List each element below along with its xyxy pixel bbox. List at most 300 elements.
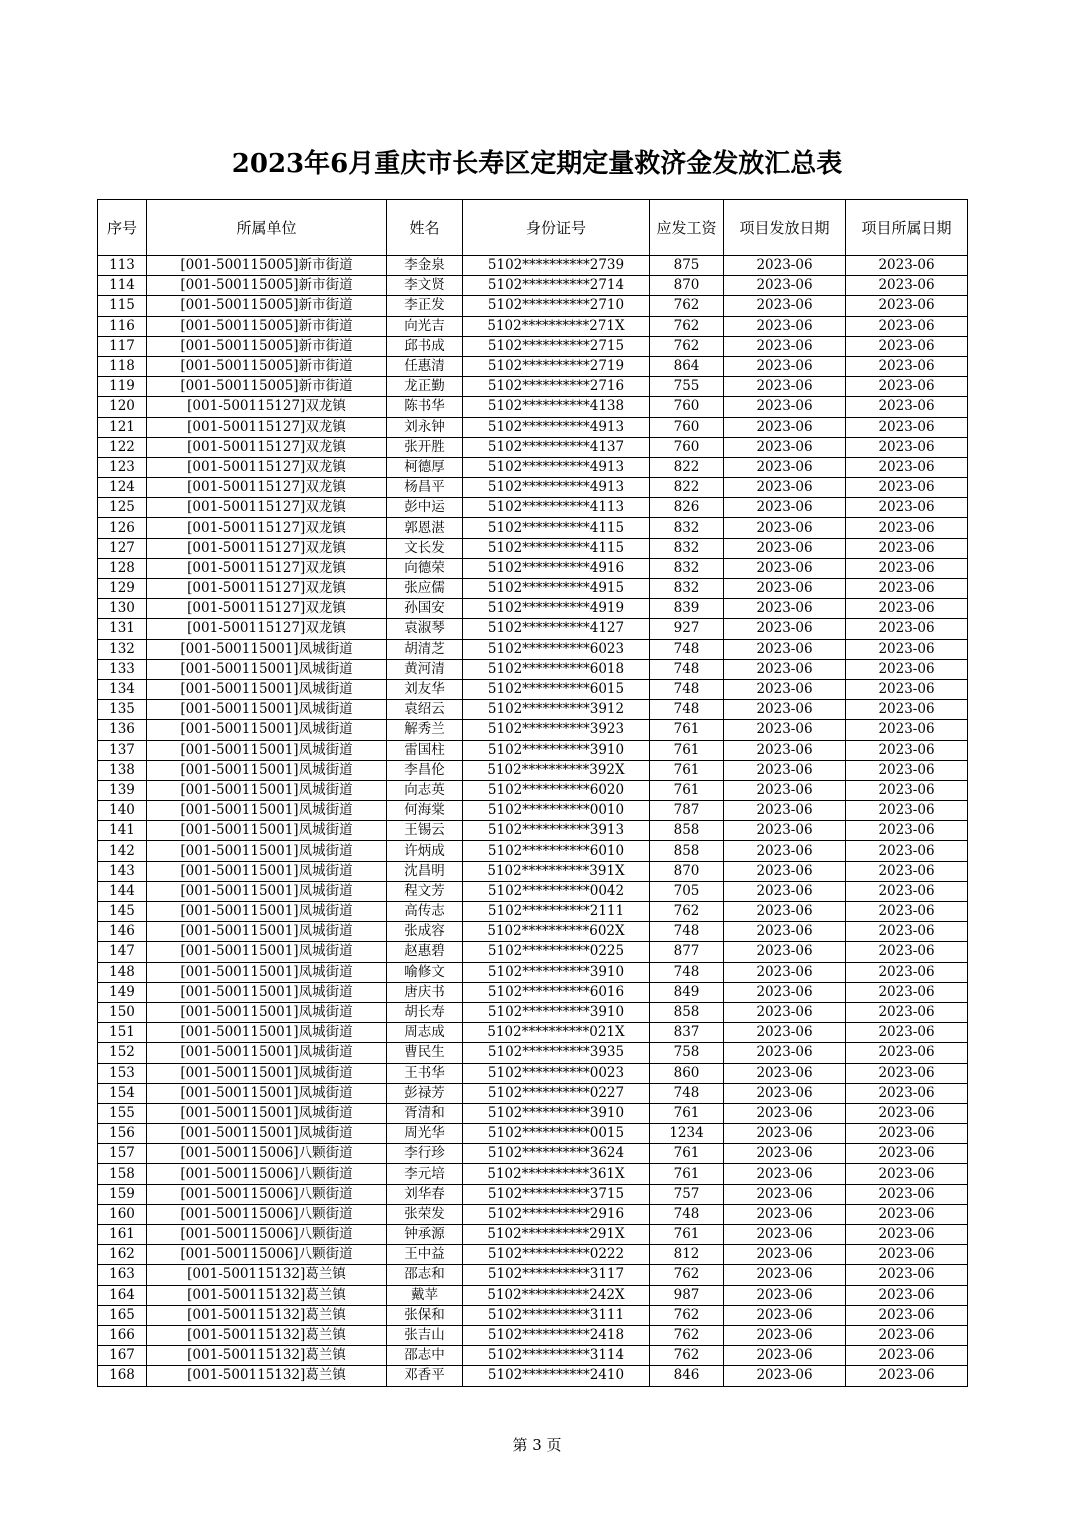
cell-index: 156 — [98, 1124, 147, 1144]
cell-name: 杨昌平 — [387, 478, 463, 498]
cell-id-number: 5102**********3910 — [463, 1002, 650, 1022]
cell-issue-date: 2023-06 — [724, 1225, 846, 1245]
cell-unit: [001-500115001]凤城街道 — [147, 1103, 387, 1123]
cell-unit: [001-500115006]八颗街道 — [147, 1225, 387, 1245]
cell-issue-date: 2023-06 — [724, 276, 846, 296]
cell-salary: 846 — [650, 1366, 724, 1386]
table-row — [98, 276, 968, 296]
cell-period-date: 2023-06 — [846, 982, 968, 1002]
cell-index: 164 — [98, 1285, 147, 1305]
cell-issue-date: 2023-06 — [724, 841, 846, 861]
cell-salary: 762 — [650, 902, 724, 922]
cell-issue-date: 2023-06 — [724, 962, 846, 982]
header-unit: 所属单位 — [147, 200, 387, 256]
cell-issue-date: 2023-06 — [724, 679, 846, 699]
table-row — [98, 599, 968, 619]
cell-unit: [001-500115005]新市街道 — [147, 377, 387, 397]
table-row — [98, 922, 968, 942]
cell-salary: 826 — [650, 498, 724, 518]
table-row — [98, 962, 968, 982]
table-row — [98, 296, 968, 316]
table-row — [98, 740, 968, 760]
cell-period-date: 2023-06 — [846, 538, 968, 558]
cell-index: 126 — [98, 518, 147, 538]
table-row — [98, 1305, 968, 1325]
cell-period-date: 2023-06 — [846, 397, 968, 417]
cell-index: 145 — [98, 902, 147, 922]
cell-name: 龙正勤 — [387, 377, 463, 397]
cell-id-number: 5102**********6015 — [463, 679, 650, 699]
cell-period-date: 2023-06 — [846, 558, 968, 578]
cell-salary: 762 — [650, 336, 724, 356]
cell-index: 150 — [98, 1002, 147, 1022]
cell-period-date: 2023-06 — [846, 841, 968, 861]
table-row — [98, 316, 968, 336]
cell-salary: 761 — [650, 1103, 724, 1123]
cell-name: 李金泉 — [387, 256, 463, 276]
cell-period-date: 2023-06 — [846, 881, 968, 901]
cell-name: 沈昌明 — [387, 861, 463, 881]
table-row — [98, 1285, 968, 1305]
document-title: 2023年6月重庆市长寿区定期定量救济金发放汇总表 — [231, 149, 843, 179]
cell-unit: [001-500115132]葛兰镇 — [147, 1265, 387, 1285]
cell-index: 115 — [98, 296, 147, 316]
cell-index: 129 — [98, 579, 147, 599]
cell-id-number: 5102**********3111 — [463, 1305, 650, 1325]
cell-period-date: 2023-06 — [846, 1023, 968, 1043]
cell-index: 120 — [98, 397, 147, 417]
cell-issue-date: 2023-06 — [724, 659, 846, 679]
table-row — [98, 478, 968, 498]
cell-period-date: 2023-06 — [846, 1245, 968, 1265]
cell-unit: [001-500115001]凤城街道 — [147, 1124, 387, 1144]
table-row — [98, 1063, 968, 1083]
cell-period-date: 2023-06 — [846, 902, 968, 922]
header-salary: 应发工资 — [650, 200, 724, 256]
cell-salary: 748 — [650, 679, 724, 699]
cell-unit: [001-500115001]凤城街道 — [147, 942, 387, 962]
table-row — [98, 720, 968, 740]
cell-name: 彭中运 — [387, 498, 463, 518]
cell-name: 张保和 — [387, 1305, 463, 1325]
cell-salary: 705 — [650, 881, 724, 901]
table-row — [98, 457, 968, 477]
cell-id-number: 5102**********6010 — [463, 841, 650, 861]
cell-id-number: 5102**********391X — [463, 861, 650, 881]
table-row — [98, 982, 968, 1002]
cell-salary: 748 — [650, 962, 724, 982]
cell-issue-date: 2023-06 — [724, 498, 846, 518]
cell-period-date: 2023-06 — [846, 437, 968, 457]
cell-issue-date: 2023-06 — [724, 760, 846, 780]
cell-period-date: 2023-06 — [846, 1325, 968, 1345]
cell-period-date: 2023-06 — [846, 1265, 968, 1285]
cell-id-number: 5102**********602X — [463, 922, 650, 942]
cell-id-number: 5102**********2715 — [463, 336, 650, 356]
cell-index: 132 — [98, 639, 147, 659]
cell-index: 149 — [98, 982, 147, 1002]
cell-issue-date: 2023-06 — [724, 801, 846, 821]
table-row — [98, 377, 968, 397]
cell-salary: 832 — [650, 558, 724, 578]
cell-unit: [001-500115132]葛兰镇 — [147, 1366, 387, 1386]
cell-name: 许炳成 — [387, 841, 463, 861]
cell-period-date: 2023-06 — [846, 720, 968, 740]
cell-index: 139 — [98, 780, 147, 800]
cell-name: 高传志 — [387, 902, 463, 922]
cell-issue-date: 2023-06 — [724, 1103, 846, 1123]
cell-salary: 762 — [650, 1305, 724, 1325]
cell-salary: 832 — [650, 538, 724, 558]
cell-name: 胥清和 — [387, 1103, 463, 1123]
cell-unit: [001-500115127]双龙镇 — [147, 619, 387, 639]
cell-unit: [001-500115001]凤城街道 — [147, 1083, 387, 1103]
table-row — [98, 659, 968, 679]
cell-id-number: 5102**********3913 — [463, 821, 650, 841]
cell-name: 张成容 — [387, 922, 463, 942]
cell-unit: [001-500115001]凤城街道 — [147, 720, 387, 740]
cell-name: 袁绍云 — [387, 700, 463, 720]
cell-index: 119 — [98, 377, 147, 397]
cell-issue-date: 2023-06 — [724, 922, 846, 942]
cell-id-number: 5102**********4915 — [463, 579, 650, 599]
cell-issue-date: 2023-06 — [724, 538, 846, 558]
cell-name: 张荣发 — [387, 1204, 463, 1224]
cell-id-number: 5102**********4113 — [463, 498, 650, 518]
cell-period-date: 2023-06 — [846, 922, 968, 942]
cell-salary: 762 — [650, 1346, 724, 1366]
table-row — [98, 1225, 968, 1245]
cell-salary: 858 — [650, 821, 724, 841]
cell-issue-date: 2023-06 — [724, 821, 846, 841]
table-row — [98, 881, 968, 901]
cell-issue-date: 2023-06 — [724, 861, 846, 881]
cell-id-number: 5102**********4913 — [463, 457, 650, 477]
cell-id-number: 5102**********2710 — [463, 296, 650, 316]
cell-unit: [001-500115005]新市街道 — [147, 316, 387, 336]
cell-name: 钟承源 — [387, 1225, 463, 1245]
cell-unit: [001-500115127]双龙镇 — [147, 558, 387, 578]
cell-index: 134 — [98, 679, 147, 699]
cell-unit: [001-500115127]双龙镇 — [147, 498, 387, 518]
cell-id-number: 5102**********3923 — [463, 720, 650, 740]
cell-period-date: 2023-06 — [846, 457, 968, 477]
cell-unit: [001-500115005]新市街道 — [147, 256, 387, 276]
cell-unit: [001-500115001]凤城街道 — [147, 740, 387, 760]
cell-index: 155 — [98, 1103, 147, 1123]
cell-unit: [001-500115132]葛兰镇 — [147, 1346, 387, 1366]
cell-salary: 812 — [650, 1245, 724, 1265]
cell-unit: [001-500115001]凤城街道 — [147, 1002, 387, 1022]
cell-id-number: 5102**********291X — [463, 1225, 650, 1245]
cell-id-number: 5102**********392X — [463, 760, 650, 780]
cell-salary: 761 — [650, 740, 724, 760]
table-row — [98, 902, 968, 922]
cell-issue-date: 2023-06 — [724, 1164, 846, 1184]
cell-id-number: 5102**********3912 — [463, 700, 650, 720]
cell-salary: 837 — [650, 1023, 724, 1043]
cell-name: 李行珍 — [387, 1144, 463, 1164]
cell-salary: 748 — [650, 922, 724, 942]
cell-period-date: 2023-06 — [846, 821, 968, 841]
cell-id-number: 5102**********3935 — [463, 1043, 650, 1063]
cell-period-date: 2023-06 — [846, 1063, 968, 1083]
cell-salary: 987 — [650, 1285, 724, 1305]
cell-id-number: 5102**********2418 — [463, 1325, 650, 1345]
cell-index: 133 — [98, 659, 147, 679]
table-row — [98, 700, 968, 720]
cell-period-date: 2023-06 — [846, 1043, 968, 1063]
cell-name: 李文贤 — [387, 276, 463, 296]
cell-index: 143 — [98, 861, 147, 881]
cell-salary: 822 — [650, 478, 724, 498]
cell-issue-date: 2023-06 — [724, 336, 846, 356]
table-row — [98, 1023, 968, 1043]
table-row — [98, 498, 968, 518]
cell-unit: [001-500115127]双龙镇 — [147, 417, 387, 437]
cell-name: 王锡云 — [387, 821, 463, 841]
cell-period-date: 2023-06 — [846, 1083, 968, 1103]
table-row — [98, 760, 968, 780]
cell-salary: 927 — [650, 619, 724, 639]
cell-period-date: 2023-06 — [846, 296, 968, 316]
header-name: 姓名 — [387, 200, 463, 256]
cell-issue-date: 2023-06 — [724, 1144, 846, 1164]
cell-issue-date: 2023-06 — [724, 356, 846, 376]
cell-issue-date: 2023-06 — [724, 1245, 846, 1265]
cell-period-date: 2023-06 — [846, 760, 968, 780]
cell-salary: 762 — [650, 316, 724, 336]
cell-unit: [001-500115001]凤城街道 — [147, 700, 387, 720]
cell-unit: [001-500115005]新市街道 — [147, 336, 387, 356]
cell-issue-date: 2023-06 — [724, 599, 846, 619]
cell-id-number: 5102**********2714 — [463, 276, 650, 296]
cell-issue-date: 2023-06 — [724, 558, 846, 578]
cell-unit: [001-500115001]凤城街道 — [147, 639, 387, 659]
cell-unit: [001-500115001]凤城街道 — [147, 922, 387, 942]
cell-salary: 761 — [650, 1144, 724, 1164]
cell-id-number: 5102**********6016 — [463, 982, 650, 1002]
cell-id-number: 5102**********0225 — [463, 942, 650, 962]
table-row — [98, 518, 968, 538]
table-row — [98, 841, 968, 861]
cell-period-date: 2023-06 — [846, 740, 968, 760]
header-issue-date: 项目发放日期 — [724, 200, 846, 256]
cell-name: 曹民生 — [387, 1043, 463, 1063]
cell-index: 118 — [98, 356, 147, 376]
cell-issue-date: 2023-06 — [724, 1023, 846, 1043]
cell-name: 王中益 — [387, 1245, 463, 1265]
cell-index: 147 — [98, 942, 147, 962]
cell-unit: [001-500115001]凤城街道 — [147, 760, 387, 780]
cell-name: 袁淑琴 — [387, 619, 463, 639]
cell-salary: 748 — [650, 659, 724, 679]
cell-salary: 870 — [650, 861, 724, 881]
cell-id-number: 5102**********6020 — [463, 780, 650, 800]
cell-issue-date: 2023-06 — [724, 619, 846, 639]
cell-salary: 787 — [650, 801, 724, 821]
cell-issue-date: 2023-06 — [724, 256, 846, 276]
table-row — [98, 1204, 968, 1224]
cell-index: 113 — [98, 256, 147, 276]
cell-name: 孙国安 — [387, 599, 463, 619]
cell-name: 向志英 — [387, 780, 463, 800]
cell-id-number: 5102**********361X — [463, 1164, 650, 1184]
cell-period-date: 2023-06 — [846, 417, 968, 437]
cell-period-date: 2023-06 — [846, 942, 968, 962]
cell-index: 157 — [98, 1144, 147, 1164]
cell-index: 135 — [98, 700, 147, 720]
table-row — [98, 579, 968, 599]
cell-salary: 757 — [650, 1184, 724, 1204]
cell-id-number: 5102**********2916 — [463, 1204, 650, 1224]
cell-salary: 762 — [650, 1265, 724, 1285]
cell-unit: [001-500115001]凤城街道 — [147, 801, 387, 821]
cell-issue-date: 2023-06 — [724, 478, 846, 498]
cell-salary: 875 — [650, 256, 724, 276]
table-row — [98, 821, 968, 841]
page-number: 第 3 页 — [512, 1436, 562, 1454]
cell-period-date: 2023-06 — [846, 962, 968, 982]
table-row — [98, 417, 968, 437]
cell-issue-date: 2023-06 — [724, 1083, 846, 1103]
cell-salary: 762 — [650, 296, 724, 316]
cell-name: 周志成 — [387, 1023, 463, 1043]
cell-issue-date: 2023-06 — [724, 579, 846, 599]
cell-period-date: 2023-06 — [846, 256, 968, 276]
cell-salary: 758 — [650, 1043, 724, 1063]
cell-unit: [001-500115001]凤城街道 — [147, 861, 387, 881]
cell-id-number: 5102**********2719 — [463, 356, 650, 376]
cell-index: 137 — [98, 740, 147, 760]
cell-unit: [001-500115001]凤城街道 — [147, 821, 387, 841]
cell-index: 127 — [98, 538, 147, 558]
cell-id-number: 5102**********3910 — [463, 962, 650, 982]
cell-salary: 1234 — [650, 1124, 724, 1144]
cell-issue-date: 2023-06 — [724, 902, 846, 922]
cell-id-number: 5102**********271X — [463, 316, 650, 336]
cell-period-date: 2023-06 — [846, 518, 968, 538]
cell-unit: [001-500115006]八颗街道 — [147, 1204, 387, 1224]
cell-name: 戴苹 — [387, 1285, 463, 1305]
cell-id-number: 5102**********021X — [463, 1023, 650, 1043]
cell-period-date: 2023-06 — [846, 780, 968, 800]
table-row — [98, 558, 968, 578]
cell-issue-date: 2023-06 — [724, 417, 846, 437]
cell-id-number: 5102**********242X — [463, 1285, 650, 1305]
cell-index: 141 — [98, 821, 147, 841]
header-period-date: 项目所属日期 — [846, 200, 968, 256]
cell-name: 李昌伦 — [387, 760, 463, 780]
cell-index: 161 — [98, 1225, 147, 1245]
table-row — [98, 1043, 968, 1063]
cell-id-number: 5102**********4127 — [463, 619, 650, 639]
cell-name: 黄河清 — [387, 659, 463, 679]
cell-name: 刘华春 — [387, 1184, 463, 1204]
cell-index: 162 — [98, 1245, 147, 1265]
cell-period-date: 2023-06 — [846, 861, 968, 881]
cell-unit: [001-500115127]双龙镇 — [147, 518, 387, 538]
cell-name: 雷国柱 — [387, 740, 463, 760]
table-row — [98, 256, 968, 276]
cell-unit: [001-500115001]凤城街道 — [147, 982, 387, 1002]
cell-period-date: 2023-06 — [846, 276, 968, 296]
cell-period-date: 2023-06 — [846, 1002, 968, 1022]
cell-salary: 761 — [650, 1164, 724, 1184]
table-row — [98, 356, 968, 376]
cell-id-number: 5102**********4115 — [463, 538, 650, 558]
cell-unit: [001-500115127]双龙镇 — [147, 599, 387, 619]
table-row — [98, 538, 968, 558]
header-id-number: 身份证号 — [463, 200, 650, 256]
cell-id-number: 5102**********2410 — [463, 1366, 650, 1386]
cell-index: 144 — [98, 881, 147, 901]
table-row — [98, 942, 968, 962]
cell-unit: [001-500115127]双龙镇 — [147, 538, 387, 558]
cell-unit: [001-500115132]葛兰镇 — [147, 1285, 387, 1305]
cell-issue-date: 2023-06 — [724, 1124, 846, 1144]
cell-period-date: 2023-06 — [846, 1184, 968, 1204]
cell-index: 138 — [98, 760, 147, 780]
cell-period-date: 2023-06 — [846, 316, 968, 336]
cell-unit: [001-500115001]凤城街道 — [147, 962, 387, 982]
cell-issue-date: 2023-06 — [724, 942, 846, 962]
header-index: 序号 — [98, 200, 147, 256]
table-row — [98, 1245, 968, 1265]
cell-id-number: 5102**********0023 — [463, 1063, 650, 1083]
cell-salary: 760 — [650, 437, 724, 457]
cell-salary: 761 — [650, 720, 724, 740]
cell-name: 柯德厚 — [387, 457, 463, 477]
table-row — [98, 861, 968, 881]
cell-id-number: 5102**********4137 — [463, 437, 650, 457]
cell-period-date: 2023-06 — [846, 356, 968, 376]
cell-id-number: 5102**********0015 — [463, 1124, 650, 1144]
cell-period-date: 2023-06 — [846, 478, 968, 498]
cell-index: 116 — [98, 316, 147, 336]
cell-index: 122 — [98, 437, 147, 457]
cell-salary: 858 — [650, 841, 724, 861]
cell-name: 解秀兰 — [387, 720, 463, 740]
cell-name: 邱书成 — [387, 336, 463, 356]
cell-name: 唐庆书 — [387, 982, 463, 1002]
table-row — [98, 437, 968, 457]
cell-salary: 877 — [650, 942, 724, 962]
table-row — [98, 1265, 968, 1285]
cell-id-number: 5102**********3715 — [463, 1184, 650, 1204]
cell-id-number: 5102**********0222 — [463, 1245, 650, 1265]
cell-id-number: 5102**********0010 — [463, 801, 650, 821]
table-row — [98, 1124, 968, 1144]
cell-id-number: 5102**********4913 — [463, 478, 650, 498]
cell-name: 刘永钟 — [387, 417, 463, 437]
cell-index: 153 — [98, 1063, 147, 1083]
table-row — [98, 679, 968, 699]
cell-name: 王书华 — [387, 1063, 463, 1083]
cell-period-date: 2023-06 — [846, 659, 968, 679]
cell-period-date: 2023-06 — [846, 1124, 968, 1144]
cell-name: 向光吉 — [387, 316, 463, 336]
cell-index: 142 — [98, 841, 147, 861]
cell-period-date: 2023-06 — [846, 599, 968, 619]
cell-issue-date: 2023-06 — [724, 639, 846, 659]
cell-unit: [001-500115001]凤城街道 — [147, 1043, 387, 1063]
cell-unit: [001-500115001]凤城街道 — [147, 780, 387, 800]
cell-id-number: 5102**********4115 — [463, 518, 650, 538]
cell-salary: 839 — [650, 599, 724, 619]
cell-name: 李元培 — [387, 1164, 463, 1184]
cell-issue-date: 2023-06 — [724, 1265, 846, 1285]
